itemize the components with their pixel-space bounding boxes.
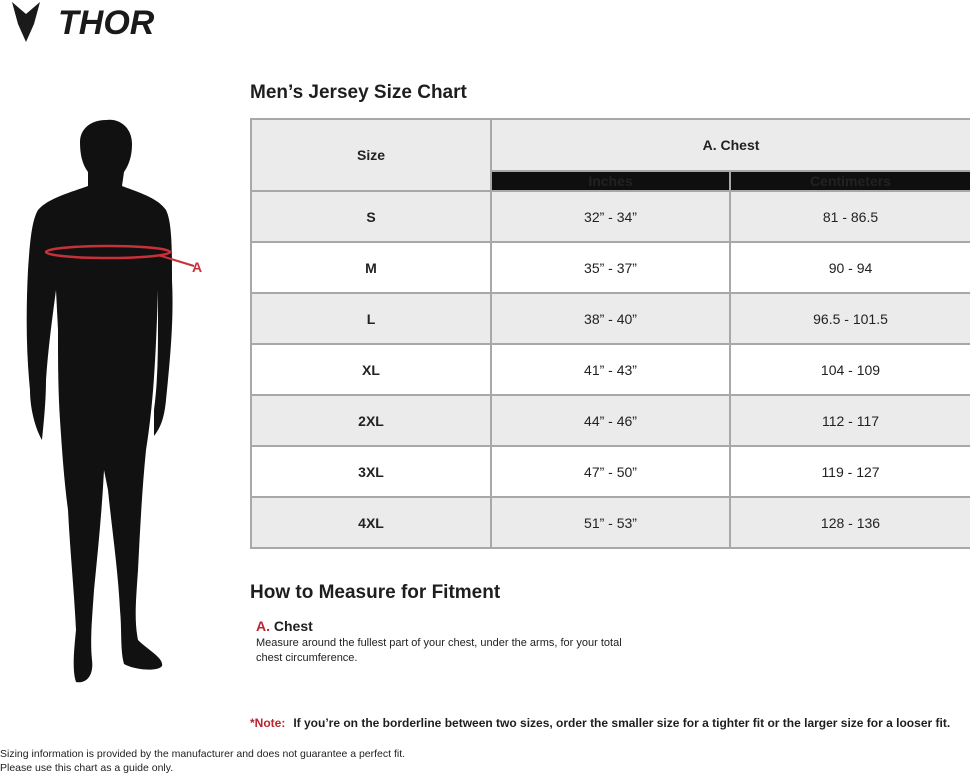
- disclaimer: [0, 747, 405, 774]
- chest-column-header: A. Chest: [491, 119, 970, 171]
- centimeters-cell: 128 - 136: [730, 497, 970, 548]
- centimeters-cell: 81 - 86.5: [730, 191, 970, 242]
- size-cell: XL: [251, 344, 491, 395]
- table-row: [251, 344, 970, 395]
- inches-cell: 35” - 37”: [491, 242, 730, 293]
- size-cell: 4XL: [251, 497, 491, 548]
- chart-title: Men’s Jersey Size Chart: [250, 82, 467, 103]
- sizing-note: [250, 716, 950, 730]
- table-row: [251, 446, 970, 497]
- centimeters-cell: 96.5 - 101.5: [730, 293, 970, 344]
- inches-cell: 47” - 50”: [491, 446, 730, 497]
- size-column-header: Size: [251, 119, 491, 191]
- measure-letter: A.: [256, 618, 270, 634]
- table-row: [251, 395, 970, 446]
- size-cell: 2XL: [251, 395, 491, 446]
- size-cell: S: [251, 191, 491, 242]
- inches-cell: 38” - 40”: [491, 293, 730, 344]
- centimeters-cell: 90 - 94: [730, 242, 970, 293]
- thor-emblem-icon: [12, 2, 40, 42]
- measure-item-chest: [256, 618, 636, 666]
- inches-cell: 32” - 34”: [491, 191, 730, 242]
- note-text: If you’re on the borderline between two sizes, order the smaller size for a tighter fit or the larger size for a looser fit.: [293, 716, 951, 730]
- table-row: [251, 191, 970, 242]
- note-label: *Note:: [250, 716, 286, 730]
- disclaimer-line: Sizing information is provided by the manufacturer and does not guarantee a perfect fit.: [0, 748, 406, 760]
- brand-name: THOR: [58, 4, 155, 42]
- size-cell: L: [251, 293, 491, 344]
- inches-cell: 41” - 43”: [491, 344, 730, 395]
- size-cell: M: [251, 242, 491, 293]
- measure-name: Chest: [273, 618, 313, 634]
- chest-marker-label: A: [192, 259, 203, 275]
- body-silhouette: [8, 110, 213, 710]
- centimeters-cell: 119 - 127: [730, 446, 970, 497]
- centimeters-column-header: Centimeters: [730, 171, 970, 191]
- size-chart-table: [250, 118, 970, 549]
- measure-description: Measure around the fullest part of your chest, under the arms, for your total chest circumference.: [256, 637, 622, 664]
- disclaimer-line: Please use this chart as a guide only.: [0, 762, 174, 774]
- inches-column-header: Inches: [491, 171, 730, 191]
- centimeters-cell: 112 - 117: [730, 395, 970, 446]
- measure-heading: [256, 618, 636, 634]
- how-to-measure-title: How to Measure for Fitment: [250, 582, 501, 603]
- table-row: [251, 497, 970, 548]
- size-cell: 3XL: [251, 446, 491, 497]
- table-row: [251, 242, 970, 293]
- centimeters-cell: 104 - 109: [730, 344, 970, 395]
- table-row: [251, 293, 970, 344]
- inches-cell: 44” - 46”: [491, 395, 730, 446]
- inches-cell: 51” - 53”: [491, 497, 730, 548]
- thor-logo: [10, 0, 185, 44]
